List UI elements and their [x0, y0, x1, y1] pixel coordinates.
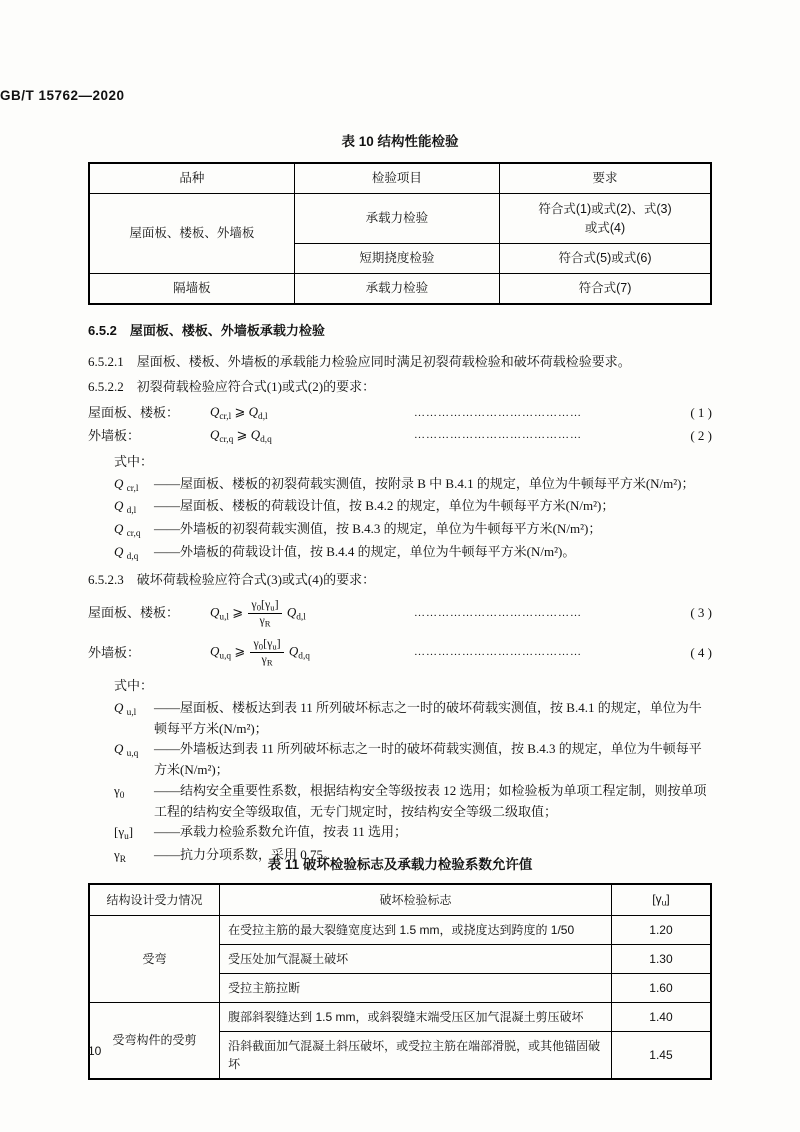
table11-title: 表 11 破坏检验标志及承载力检验系数允许值 — [267, 857, 533, 872]
formula-1-label: 屋面板、楼板： — [88, 405, 180, 421]
table10-cell-item-3: 承载力检验 — [294, 274, 499, 304]
table10-req1-line2: 或式(4) — [584, 220, 626, 235]
table10-col-item: 检验项目 — [294, 163, 499, 193]
page-header: GB/T 15762—2020 — [0, 88, 125, 103]
table-row — [89, 1002, 711, 1031]
definition-item — [114, 542, 712, 565]
table11-col-condition: 结构设计受力情况 — [89, 884, 220, 915]
formula-2 — [88, 425, 712, 448]
table10-header-row — [89, 163, 711, 193]
definition-symbol: Q $_{cr,l}$ — [114, 475, 139, 494]
section-652 — [88, 320, 712, 868]
definition-symbol: Q $_{u,l}$ — [114, 699, 137, 718]
formula-4-leader: …………………………………… — [414, 646, 582, 659]
table11-group-1: 受弯 — [89, 915, 220, 1002]
definition-item — [114, 698, 712, 740]
table11-value-3: 1.60 — [611, 973, 711, 1002]
definitions-1 — [114, 474, 712, 565]
formula-2-expr: $Q_{cr,q}$ ⩾ $Q_{d,q}$ — [210, 426, 272, 445]
page-body — [88, 0, 712, 1132]
formula-2-number: ( 2 ) — [690, 427, 712, 443]
definition-item — [114, 496, 712, 519]
formula-1-number: ( 1 ) — [690, 405, 712, 421]
table10-cell-req-3: 符合式(7) — [500, 274, 712, 304]
definition-symbol: $\gamma_0$ — [114, 782, 125, 801]
table10-col-req: 要求 — [500, 163, 712, 193]
table11-header-row — [89, 884, 711, 915]
table11 — [88, 883, 712, 1080]
formula-4-number: ( 4 ) — [690, 644, 712, 660]
formula-3-number: ( 3 ) — [690, 605, 712, 621]
table11-mark-5: 沿斜截面加气混凝土斜压破坏，或受拉主筋在端部滑脱，或其他锚固破坏 — [220, 1031, 612, 1079]
definition-item — [114, 739, 712, 781]
definition-text: ——结构安全重要性系数，根据结构安全等级按表 12 选用；如检验板为单项工程定制，则按单项工程的结构安全等级取值，无专门规定时，按结构安全等级二级取值； — [154, 782, 707, 819]
table10-col-product: 品种 — [89, 163, 294, 193]
formula-4 — [88, 637, 712, 668]
shizhong-1: 式中： — [114, 453, 154, 469]
definition-symbol: $[\gamma_u]$ — [114, 824, 134, 843]
definition-item — [114, 822, 712, 845]
definition-text: ——承载力检验系数允许值，按表 11 选用； — [154, 824, 408, 840]
definition-text: ——屋面板、楼板的初裂荷载实测值，按附录 B 中 B.4.1 的规定，单位为牛顿每平方米(N/m²)； — [154, 475, 695, 491]
para-6521: 6.5.2.1 屋面板、楼板、外墙板的承载能力检验应同时满足初裂荷载检验和破坏荷载检验要求。 — [88, 354, 631, 369]
table11-mark-4: 腹部斜裂缝达到 1.5 mm，或斜裂缝末端受压区加气混凝土剪压破坏 — [220, 1002, 612, 1031]
table11-mark-3: 受拉主筋拉断 — [220, 973, 612, 1002]
definition-symbol: Q $_{d,q}$ — [114, 543, 139, 562]
table11-mark-2: 受压处加气混凝土破坏 — [220, 944, 612, 973]
table10-title: 表 10 结构性能检验 — [341, 134, 459, 149]
table10-cell-product-1: 屋面板、楼板、外墙板 — [89, 193, 294, 273]
definition-symbol: Q $_{d,l}$ — [114, 498, 137, 517]
table-row — [89, 274, 711, 304]
formula-3-expr: $Q_{u,l}$ ⩾ $\frac{\gamma_0[\gamma_u]}{\gamma_R}$ $Q_{d,l}$ — [210, 596, 306, 629]
definitions-2 — [114, 698, 712, 868]
formula-1-leader: …………………………………… — [414, 406, 582, 419]
table11-col-value: $[\gamma_u]$ — [611, 884, 711, 915]
table10 — [88, 162, 712, 305]
definition-symbol: Q $_{u,q}$ — [114, 741, 139, 760]
definition-text: ——外墙板的初裂荷载实测值，按 B.4.3 的规定，单位为牛顿每平方米(N/m²)； — [154, 521, 602, 537]
formula-3-leader: …………………………………… — [414, 606, 582, 619]
formula-3-label: 屋面板、楼板： — [88, 605, 180, 621]
formula-2-label: 外墙板： — [88, 427, 141, 443]
table11-value-1: 1.20 — [611, 915, 711, 944]
definition-text: ——抗力分项系数，采用 0.75。 — [154, 847, 337, 863]
definition-item — [114, 474, 712, 497]
page-number: 10 — [88, 1044, 102, 1058]
definition-symbol: Q $_{cr,q}$ — [114, 521, 141, 539]
para-6522: 6.5.2.2 初裂荷载检验应符合式(1)或式(2)的要求： — [88, 379, 376, 395]
table11-value-4: 1.40 — [611, 1002, 711, 1031]
table10-block — [88, 130, 712, 305]
formula-1-expr: $Q_{cr,l}$ ⩾ $Q_{d,l}$ — [210, 404, 268, 422]
definition-item — [114, 781, 712, 823]
table11-value-2: 1.30 — [611, 944, 711, 973]
definition-text: ——外墙板的荷载设计值，按 B.4.4 的规定，单位为牛顿每平方米(N/m²)。 — [154, 543, 576, 559]
definition-item — [114, 519, 712, 542]
definition-text: ——外墙板达到表 11 所列破坏标志之一时的破坏荷载实测值，按 B.4.3 的规定，单位为牛顿每平方米(N/m²)； — [154, 741, 702, 778]
table10-cell-req-2: 符合式(5)或式(6) — [500, 244, 712, 274]
table11-block — [88, 853, 712, 1080]
heading-652: 6.5.2 屋面板、楼板、外墙板承载力检验 — [88, 323, 325, 338]
table-row — [89, 915, 711, 944]
definition-text: ——屋面板、楼板的荷载设计值，按 B.4.2 的规定，单位为牛顿每平方米(N/m²)； — [154, 498, 615, 514]
para-6523: 6.5.2.3 破坏荷载检验应符合式(3)或式(4)的要求： — [88, 571, 376, 587]
table10-req1-line1: 符合式(1)或式(2)、式(3) — [538, 201, 672, 216]
shizhong-2: 式中： — [114, 677, 154, 693]
table-row — [89, 193, 711, 244]
formula-3 — [88, 598, 712, 629]
table10-cell-product-3: 隔墙板 — [89, 274, 294, 304]
formula-4-label: 外墙板： — [88, 644, 141, 660]
formula-2-leader: …………………………………… — [414, 429, 582, 442]
table11-mark-1: 在受拉主筋的最大裂缝宽度达到 1.5 mm，或挠度达到跨度的 1/50 — [220, 915, 612, 944]
formula-1 — [88, 402, 712, 425]
table10-cell-item-1: 承载力检验 — [294, 193, 499, 244]
definition-text: ——屋面板、楼板达到表 11 所列破坏标志之一时的破坏荷载实测值，按 B.4.1 的规定，单位为牛顿每平方米(N/m²)； — [154, 699, 702, 736]
table11-group-2: 受弯构件的受剪 — [89, 1002, 220, 1079]
table11-col-mark: 破坏检验标志 — [220, 884, 612, 915]
definition-symbol: $\gamma_R$ — [114, 847, 126, 866]
formula-4-expr: $Q_{u,q}$ ⩾ $\frac{\gamma_0[\gamma_u]}{\gamma_R}$ $Q_{d,q}$ — [210, 636, 310, 669]
table10-cell-item-2: 短期挠度检验 — [294, 244, 499, 274]
table10-cell-req-1 — [500, 193, 712, 244]
table11-value-5: 1.45 — [611, 1031, 711, 1079]
